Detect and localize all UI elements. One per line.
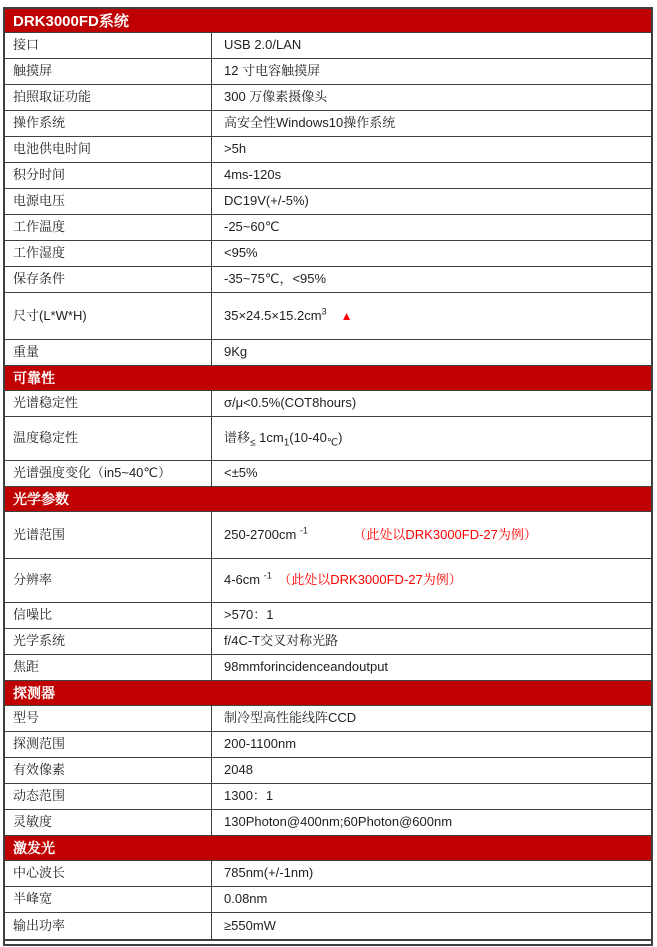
- value-text: 785nm(+/-1nm): [224, 865, 314, 881]
- cut-off-next-row: [3, 941, 653, 946]
- value-text: 谱移: [224, 430, 251, 446]
- spec-label: 探测范围: [5, 732, 212, 757]
- spec-label: 焦距: [5, 655, 212, 680]
- spec-value: [212, 137, 651, 162]
- value-text: DC19V(+/-5%): [224, 193, 309, 209]
- spec-row: [5, 391, 651, 417]
- value-text: 1300：1: [224, 788, 274, 804]
- value-text: 9Kg: [224, 344, 248, 360]
- spec-label: 尺寸(L*W*H): [5, 293, 212, 339]
- spec-label: 分辨率: [5, 559, 212, 602]
- value-text: ℃: [326, 437, 339, 449]
- value-text: >5h: [224, 141, 247, 157]
- spec-row: [5, 706, 651, 732]
- spec-value: [212, 758, 651, 783]
- spec-value: [212, 293, 651, 339]
- spec-row: [5, 417, 651, 461]
- spec-label: 工作湿度: [5, 241, 212, 266]
- value-text: 3: [321, 306, 327, 317]
- spec-label: 半峰宽: [5, 887, 212, 912]
- value-text: 1: [283, 437, 290, 449]
- spec-row: [5, 163, 651, 189]
- value-text: σ/μ<0.5%(COT8hours): [224, 395, 357, 411]
- spec-row: [5, 559, 651, 603]
- spec-label: 动态范围: [5, 784, 212, 809]
- spec-row: [5, 913, 651, 939]
- spec-value: [212, 417, 651, 460]
- spec-value: [212, 391, 651, 416]
- spec-label: 光谱强度变化（in5~40℃）: [5, 461, 212, 486]
- value-text: ≥550mW: [224, 917, 276, 933]
- section-header: 可靠性: [5, 366, 651, 391]
- spec-row: [5, 461, 651, 487]
- spec-label: 光学系统: [5, 629, 212, 654]
- spec-value: [212, 267, 651, 292]
- value-text: 0.08nm: [224, 891, 268, 907]
- spec-label: 操作系统: [5, 111, 212, 136]
- value-text: 高安全性Windows10操作系统: [224, 115, 396, 131]
- spec-row: [5, 111, 651, 137]
- spec-value: [212, 461, 651, 486]
- spec-value: [212, 655, 651, 680]
- spec-value: [212, 913, 651, 939]
- spec-value: [212, 85, 651, 110]
- spec-row: [5, 137, 651, 163]
- value-text: 4ms-120s: [224, 167, 282, 183]
- value-text: 98mmforincidenceandoutput: [224, 659, 389, 675]
- value-text: ): [338, 430, 343, 446]
- spec-value: [212, 59, 651, 84]
- spec-value: [212, 784, 651, 809]
- value-text: >570：1: [224, 607, 274, 623]
- spec-label: 触摸屏: [5, 59, 212, 84]
- spec-value: [212, 887, 651, 912]
- value-text: <95%: [224, 245, 258, 261]
- spec-value: [212, 603, 651, 628]
- value-text: -1: [263, 570, 272, 581]
- spec-row: [5, 887, 651, 913]
- spec-row: [5, 215, 651, 241]
- value-text: -35~75℃，<95%: [224, 271, 327, 287]
- value-text: 1cm: [255, 430, 284, 446]
- section-header: 探测器: [5, 681, 651, 706]
- value-text: 制冷型高性能线阵CCD: [224, 710, 357, 726]
- spec-row: [5, 85, 651, 111]
- spec-label: 接口: [5, 33, 212, 58]
- value-text: 250-2700cm: [224, 526, 300, 542]
- value-text: 300 万像素摄像头: [224, 89, 328, 105]
- spec-label: 有效像素: [5, 758, 212, 783]
- spec-row: [5, 59, 651, 85]
- spec-label: 积分时间: [5, 163, 212, 188]
- value-text: -1: [299, 525, 308, 536]
- red-annotation: （此处以DRK3000FD-27为例）: [307, 526, 537, 542]
- spec-value: [212, 861, 651, 886]
- spec-row: [5, 810, 651, 836]
- spec-value: [212, 33, 651, 58]
- value-text: ≤: [250, 437, 256, 449]
- value-text: 4-6cm: [224, 572, 264, 588]
- spec-value: [212, 189, 651, 214]
- spec-row: [5, 629, 651, 655]
- value-text: 12 寸电容触摸屏: [224, 63, 321, 79]
- spec-row: [5, 267, 651, 293]
- value-text: f/4C-T交叉对称光路: [224, 633, 339, 649]
- spec-value: [212, 340, 651, 365]
- value-text: -25~60℃: [224, 219, 280, 235]
- section-header: 激发光: [5, 836, 651, 861]
- value-text: 130Photon@400nm;60Photon@600nm: [224, 814, 453, 830]
- spec-label: 光谱范围: [5, 512, 212, 558]
- spec-row: [5, 189, 651, 215]
- spec-label: 灵敏度: [5, 810, 212, 835]
- spec-label: 保存条件: [5, 267, 212, 292]
- spec-row: [5, 655, 651, 681]
- section-header: DRK3000FD系统: [5, 9, 651, 33]
- value-text: 200-1100nm: [224, 736, 297, 752]
- spec-label: 工作温度: [5, 215, 212, 240]
- warning-triangle-icon: ▲: [340, 308, 353, 323]
- spec-value: [212, 215, 651, 240]
- spec-value: [212, 241, 651, 266]
- spec-value: [212, 629, 651, 654]
- spec-label: 拍照取证功能: [5, 85, 212, 110]
- spec-row: [5, 293, 651, 340]
- spec-label: 电池供电时间: [5, 137, 212, 162]
- spec-label: 重量: [5, 340, 212, 365]
- spec-table: [3, 7, 653, 941]
- spec-value: [212, 163, 651, 188]
- value-text: (10-40: [289, 430, 327, 446]
- spec-label: 输出功率: [5, 913, 212, 939]
- spec-label: 信噪比: [5, 603, 212, 628]
- value-text: USB 2.0/LAN: [224, 37, 302, 53]
- section-header: 光学参数: [5, 487, 651, 512]
- spec-row: [5, 603, 651, 629]
- spec-row: [5, 758, 651, 784]
- spec-label: 温度稳定性: [5, 417, 212, 460]
- value-text: 35×24.5×15.2cm: [224, 307, 322, 323]
- spec-label: 电源电压: [5, 189, 212, 214]
- spec-row: [5, 512, 651, 559]
- spec-value: [212, 706, 651, 731]
- spec-row: [5, 861, 651, 887]
- spec-row: [5, 340, 651, 366]
- spec-label: 光谱稳定性: [5, 391, 212, 416]
- spec-value: [212, 810, 651, 835]
- spec-label: 中心波长: [5, 861, 212, 886]
- spec-value: [212, 111, 651, 136]
- spec-row: [5, 241, 651, 267]
- red-annotation: （此处以DRK3000FD-27为例）: [271, 572, 462, 588]
- value-text: 2048: [224, 762, 253, 778]
- spec-value: [212, 512, 651, 558]
- spec-value: [212, 559, 651, 602]
- spec-label: 型号: [5, 706, 212, 731]
- spec-row: [5, 784, 651, 810]
- spec-row: [5, 33, 651, 59]
- spec-row: [5, 732, 651, 758]
- spec-value: [212, 732, 651, 757]
- value-text: <±5%: [224, 465, 258, 481]
